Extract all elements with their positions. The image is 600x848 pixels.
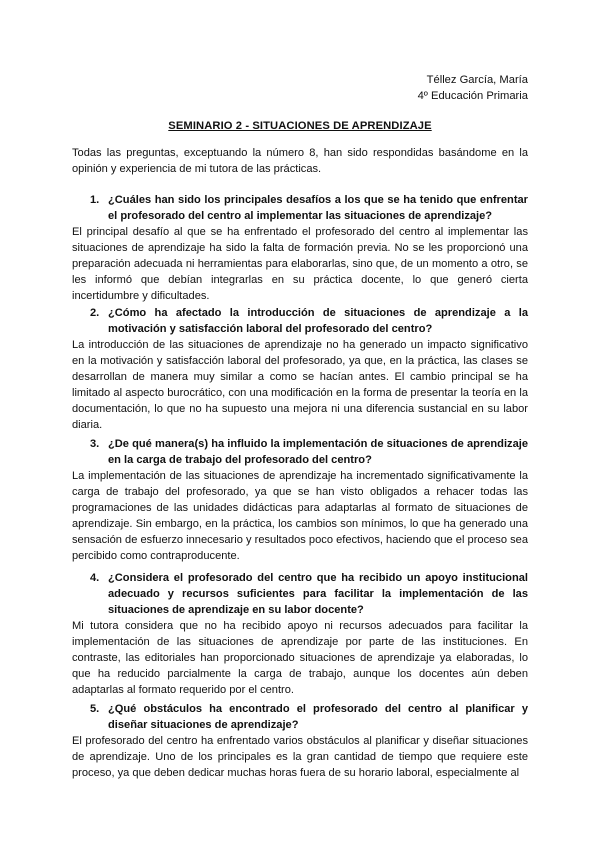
- question-block-3: [72, 436, 528, 564]
- document-title: SEMINARIO 2 - SITUACIONES DE APRENDIZAJE: [168, 120, 432, 132]
- question-number: 5.: [90, 703, 100, 715]
- question-text: ¿Considera el profesorado del centro que ha recibido un apoyo institucional adecuado y recursos suficientes para facilitar la implementación de las situaciones de aprendizaje en su labor docente?: [108, 572, 528, 616]
- question-heading: [72, 436, 528, 468]
- answer-text: La introducción de las situaciones de aprendizaje no ha generado un impacto significativo en la motivación y satisfacción laboral del profesorado, ya que, en la práctica, las clases se desarrollan de manera muy similar a como se hacían antes. El cambio principal se ha limitado al aspecto burocrático, con una modificación en la forma de presentar la teoría en la documentación, lo que no ha supuesto una mejora ni una diferencia sustancial en su labor diaria.: [72, 339, 528, 431]
- answer-text: Mi tutora considera que no ha recibido apoyo ni recursos adecuados para facilitar la implementación de las situaciones de aprendizaje por parte de las instituciones. En contraste, las editoriales han proporcionado situaciones de aprendizaje ya elaboradas, lo que ha reducido parcialmente la carga de trabajo, aunque los docentes aún deben adaptarlas al formato requerido por el centro.: [72, 620, 528, 696]
- author-block: [418, 73, 528, 104]
- question-number: 3.: [90, 438, 100, 450]
- question-heading: [72, 305, 528, 337]
- question-heading: [72, 701, 528, 733]
- answer-text: El principal desafío al que se ha enfrentado el profesorado del centro al implementar las situaciones de aprendizaje ha sido la falta de formación previa. No se les proporcionó una preparación adecuada ni herramientas para elaborarlas, sino que, de un momento a otro, se les informó que debían integrarlas en su práctica docente, lo que generó cierta incertidumbre y dificultades.: [72, 226, 528, 302]
- answer-text: La implementación de las situaciones de aprendizaje ha incrementado significativamente la carga de trabajo del profesorado, ya que se han visto obligados a rehacer todas las programaciones de las unidades didácticas para adaptarlas al formato de situaciones de aprendizaje. Sin embargo, en la práctica, los cambios son mínimos, lo que ha generado una sensación de esfuerzo innecesario y resultados poco efectivos, haciendo que el proceso sea percibido como contraproducente.: [72, 470, 528, 562]
- question-number: 1.: [90, 194, 100, 206]
- question-block-1: [72, 192, 528, 304]
- question-block-4: [72, 570, 528, 698]
- question-number: 4.: [90, 572, 100, 584]
- intro-paragraph: Todas las preguntas, exceptuando la número 8, han sido respondidas basándome en la opinión y experiencia de mi tutora de las prácticas.: [72, 147, 528, 175]
- question-block-5: [72, 701, 528, 781]
- author-name: Téllez García, María: [426, 74, 528, 86]
- question-text: ¿Qué obstáculos ha encontrado el profesorado del centro al planificar y diseñar situaciones de aprendizaje?: [108, 703, 528, 731]
- question-number: 2.: [90, 307, 100, 319]
- question-text: ¿Cómo ha afectado la introducción de situaciones de aprendizaje a la motivación y satisfacción laboral del profesorado del centro?: [108, 307, 528, 335]
- question-text: ¿De qué manera(s) ha influido la implementación de situaciones de aprendizaje en la carga de trabajo del profesorado del centro?: [108, 438, 528, 466]
- question-block-2: [72, 305, 528, 433]
- question-heading: [72, 570, 528, 618]
- question-text: ¿Cuáles han sido los principales desafíos a los que se ha tenido que enfrentar el profesorado del centro al implementar las situaciones de aprendizaje?: [108, 194, 528, 222]
- answer-text: El profesorado del centro ha enfrentado varios obstáculos al planificar y diseñar situaciones de aprendizaje. Uno de los principales es la gran cantidad de tiempo que requiere este proceso, ya que deben dedicar muchas horas fuera de su horario laboral, especialmente al: [72, 735, 528, 779]
- question-heading: [72, 192, 528, 224]
- course-name: 4º Educación Primaria: [417, 89, 528, 102]
